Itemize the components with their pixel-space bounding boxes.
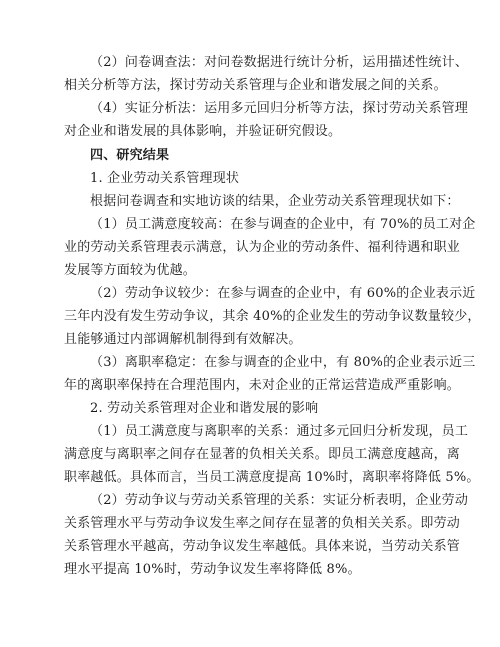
subsection-heading: 1. 企业劳动关系管理现状 xyxy=(90,171,240,186)
section-heading: 四、研究结果 xyxy=(90,148,170,163)
subsection-heading: 2. 劳动关系管理对企业和谐发展的影响 xyxy=(90,401,319,416)
paragraph-line: 根据问卷调查和实地访谈的结果，企业劳动关系管理现状如下： xyxy=(90,194,460,209)
paragraph-line: 且能够通过内部调解机制得到有效解决。 xyxy=(64,332,302,347)
paragraph-line: 业的劳动关系管理表示满意，认为企业的劳动条件、福利待遇和职业 xyxy=(64,240,461,255)
paragraph-line: （1）员工满意度较高：在参与调查的企业中，有 70%的员工对企 xyxy=(90,217,476,232)
paragraph-line: （2）劳动争议较少：在参与调查的企业中，有 60%的企业表示近 xyxy=(90,286,476,301)
paragraph-line: 相关分析等方法，探讨劳动关系管理与企业和谐发展之间的关系。 xyxy=(64,78,447,93)
paragraph-line: 职率越低。具体而言，当员工满意度提高 10%时，离职率将降低 5%。 xyxy=(64,470,480,485)
paragraph-line: 满意度与离职率之间存在显著的负相关关系。即员工满意度越高，离 xyxy=(64,447,461,462)
paragraph-line: 发展等方面较为优越。 xyxy=(64,263,197,278)
paragraph-line: （2）劳动争议与劳动关系管理的关系：实证分析表明，企业劳动 xyxy=(90,493,469,508)
paragraph-line: 关系管理水平与劳动争议发生率之间存在显著的负相关关系。即劳动 xyxy=(64,516,461,531)
paragraph-line: （1）员工满意度与离职率的关系：通过多元回归分析发现，员工 xyxy=(90,424,469,439)
paragraph-line: 对企业和谐发展的具体影响，并验证研究假设。 xyxy=(64,124,342,139)
paragraph-line: （4）实证分析法：运用多元回归分析等方法，探讨劳动关系管理 xyxy=(90,101,469,116)
paragraph-line: 理水平提高 10%时，劳动争议发生率将降低 8%。 xyxy=(64,562,361,577)
paragraph-line: （2）问卷调查法：对问卷数据进行统计分析，运用描述性统计、 xyxy=(90,55,469,70)
paragraph-line: （3）离职率稳定：在参与调查的企业中，有 80%的企业表示近三 xyxy=(90,355,476,370)
paragraph-line: 关系管理水平越高，劳动争议发生率越低。具体来说，当劳动关系管 xyxy=(64,539,461,554)
paragraph-line: 年的离职率保持在合理范围内，未对企业的正常运营造成严重影响。 xyxy=(64,378,461,393)
paragraph-line: 三年内没有发生劳动争议，其余 40%的企业发生的劳动争议数量较少， xyxy=(64,309,481,324)
